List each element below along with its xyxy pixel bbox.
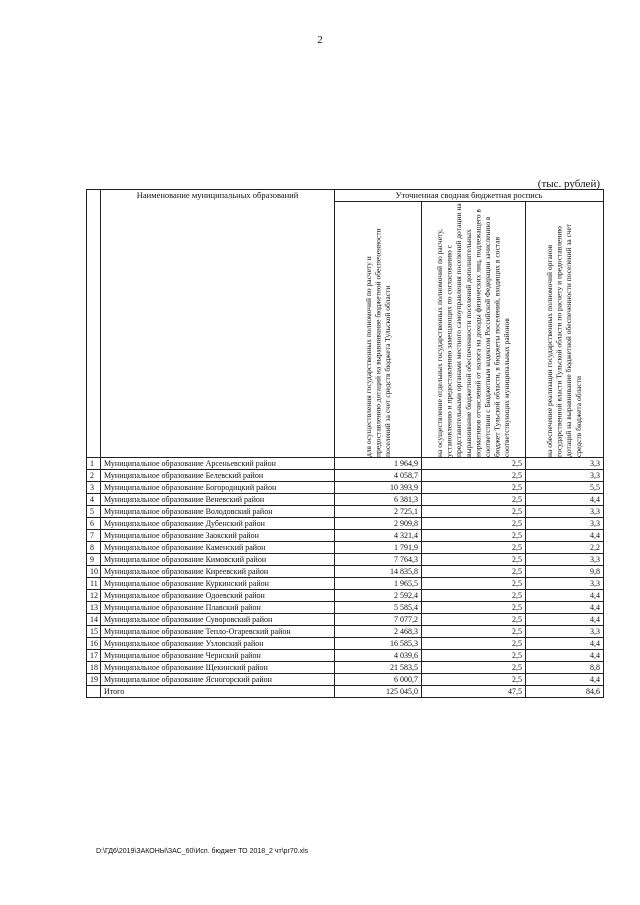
table-row xyxy=(87,650,604,662)
table-row xyxy=(87,614,604,626)
table-row xyxy=(87,566,604,578)
column-header-b-text: на осуществление отдельных государственных полномочий по расчету, установлению и предоставлению замещающих по согласованию с представительными органами местного самоуправления поселений дотации на выравнивание бюджетной обеспеченности поселений дополнительных нормативов отчислений от налога на доходы физических лиц, подлежащего в соответствии с Бюджетным кодексом Российской Федерации зачислению в бюджет Тульской области, в бюджеты поселений, входящих в состав соответствующих муниципальных районов xyxy=(435,203,512,457)
row-value-c: 2,2 xyxy=(526,542,604,554)
total-c: 84,6 xyxy=(526,686,604,698)
row-value-a: 4 058,7 xyxy=(335,470,422,482)
row-value-b: 2,5 xyxy=(422,494,526,506)
row-value-c: 9,8 xyxy=(526,566,604,578)
row-value-c: 4,4 xyxy=(526,614,604,626)
row-name: Муниципальное образование Заокский район xyxy=(101,530,335,542)
row-value-a: 2 468,3 xyxy=(335,626,422,638)
total-b: 47,5 xyxy=(422,686,526,698)
row-index: 11 xyxy=(87,578,101,590)
row-value-c: 4,4 xyxy=(526,590,604,602)
row-name: Муниципальное образование Узловский район xyxy=(101,638,335,650)
row-value-a: 7 764,3 xyxy=(335,554,422,566)
row-value-c: 3,3 xyxy=(526,470,604,482)
row-index: 15 xyxy=(87,626,101,638)
row-value-a: 2 909,8 xyxy=(335,518,422,530)
row-value-c: 3,3 xyxy=(526,518,604,530)
page-number: 2 xyxy=(317,34,323,46)
row-value-c: 5,5 xyxy=(526,482,604,494)
row-value-b: 2,5 xyxy=(422,638,526,650)
row-value-c: 3,3 xyxy=(526,626,604,638)
row-name: Муниципальное образование Дубенский район xyxy=(101,518,335,530)
table-row xyxy=(87,458,604,470)
row-value-b: 2,5 xyxy=(422,590,526,602)
table-row xyxy=(87,554,604,566)
row-index: 16 xyxy=(87,638,101,650)
row-index: 12 xyxy=(87,590,101,602)
row-value-b: 2,5 xyxy=(422,662,526,674)
table-row xyxy=(87,590,604,602)
row-name: Муниципальное образование Богородицкий район xyxy=(101,482,335,494)
row-value-b: 2,5 xyxy=(422,470,526,482)
row-value-a: 5 585,4 xyxy=(335,602,422,614)
row-index: 14 xyxy=(87,614,101,626)
row-index: 13 xyxy=(87,602,101,614)
row-value-a: 2 725,1 xyxy=(335,506,422,518)
row-name: Муниципальное образование Плавский район xyxy=(101,602,335,614)
row-value-b: 2,5 xyxy=(422,578,526,590)
row-name: Муниципальное образование Щекинский район xyxy=(101,662,335,674)
column-header-a-text: для осуществления государственных полномочий по расчету и предоставлению дотаций на выравнивание бюджетной обеспеченности поселений за счет средств бюджета Тульской области xyxy=(363,228,392,457)
row-value-b: 2,5 xyxy=(422,566,526,578)
row-value-b: 2,5 xyxy=(422,554,526,566)
row-name: Муниципальное образование Ясногорский район xyxy=(101,674,335,686)
table-row xyxy=(87,506,604,518)
row-value-b: 2,5 xyxy=(422,602,526,614)
row-value-c: 3,3 xyxy=(526,554,604,566)
group-header: Уточненная сводная бюджетная роспись xyxy=(335,190,604,202)
row-name: Муниципальное образование Одоевский район xyxy=(101,590,335,602)
row-name: Муниципальное образование Тепло-Огаревский район xyxy=(101,626,335,638)
row-value-b: 2,5 xyxy=(422,674,526,686)
row-value-b: 2,5 xyxy=(422,506,526,518)
row-name: Муниципальное образование Каменский район xyxy=(101,542,335,554)
row-value-a: 4 321,4 xyxy=(335,530,422,542)
table-row xyxy=(87,638,604,650)
row-index: 4 xyxy=(87,494,101,506)
table-row xyxy=(87,482,604,494)
row-value-b: 2,5 xyxy=(422,530,526,542)
row-name: Муниципальное образование Белевский район xyxy=(101,470,335,482)
table-row xyxy=(87,602,604,614)
table-row xyxy=(87,674,604,686)
row-name: Муниципальное образование Куркинский район xyxy=(101,578,335,590)
table-row xyxy=(87,662,604,674)
row-value-b: 2,5 xyxy=(422,650,526,662)
row-value-b: 2,5 xyxy=(422,518,526,530)
row-value-a: 1 791,9 xyxy=(335,542,422,554)
name-column-header: Наименование муниципальных образований xyxy=(101,190,335,458)
row-name: Муниципальное образование Суворовский район xyxy=(101,614,335,626)
row-value-a: 7 077,2 xyxy=(335,614,422,626)
table-row xyxy=(87,530,604,542)
row-value-a: 2 592,4 xyxy=(335,590,422,602)
total-a: 125 045,0 xyxy=(335,686,422,698)
column-header-b xyxy=(422,202,526,458)
budget-table xyxy=(86,189,604,698)
row-name: Муниципальное образование Киреевский район xyxy=(101,566,335,578)
row-index: 7 xyxy=(87,530,101,542)
row-value-a: 1 964,9 xyxy=(335,458,422,470)
row-value-c: 4,4 xyxy=(526,530,604,542)
row-index: 19 xyxy=(87,674,101,686)
row-value-c: 4,4 xyxy=(526,602,604,614)
row-value-c: 3,3 xyxy=(526,458,604,470)
row-value-b: 2,5 xyxy=(422,458,526,470)
row-name: Муниципальное образование Веневский район xyxy=(101,494,335,506)
row-value-a: 14 835,8 xyxy=(335,566,422,578)
row-index: 18 xyxy=(87,662,101,674)
row-value-a: 4 039,6 xyxy=(335,650,422,662)
row-value-a: 21 583,5 xyxy=(335,662,422,674)
row-value-c: 4,4 xyxy=(526,638,604,650)
row-index: 8 xyxy=(87,542,101,554)
table-row xyxy=(87,578,604,590)
row-index: 1 xyxy=(87,458,101,470)
row-value-a: 1 965,5 xyxy=(335,578,422,590)
row-value-c: 8,8 xyxy=(526,662,604,674)
index-header xyxy=(87,190,101,458)
row-value-a: 6 000,7 xyxy=(335,674,422,686)
row-value-a: 10 393,9 xyxy=(335,482,422,494)
row-value-b: 2,5 xyxy=(422,542,526,554)
row-value-c: 4,4 xyxy=(526,650,604,662)
table-row xyxy=(87,494,604,506)
row-index: 6 xyxy=(87,518,101,530)
column-header-c-text: на обеспечение реализации государственных полномочий органов государственной власти Тульской области по расчету и предоставлению дотаций на выравнивание бюджетной обеспеченности поселений за счет средств бюджета области xyxy=(545,223,584,457)
row-value-b: 2,5 xyxy=(422,626,526,638)
row-index: 2 xyxy=(87,470,101,482)
row-value-b: 2,5 xyxy=(422,614,526,626)
column-header-c xyxy=(526,202,604,458)
total-index xyxy=(87,686,101,698)
row-index: 9 xyxy=(87,554,101,566)
row-value-c: 3,3 xyxy=(526,506,604,518)
row-name: Муниципальное образование Чернский район xyxy=(101,650,335,662)
units-label: (тыс. рублей) xyxy=(537,178,600,190)
row-value-c: 3,3 xyxy=(526,578,604,590)
row-name: Муниципальное образование Арсеньевский район xyxy=(101,458,335,470)
row-value-b: 2,5 xyxy=(422,482,526,494)
footer-file-path: D:\ГД6\2019\ЗАКОНЫ\ЗАС_60\Исп. бюджет ТО 2018_2 чт\pr70.xls xyxy=(96,848,309,855)
row-index: 5 xyxy=(87,506,101,518)
table-row xyxy=(87,542,604,554)
column-header-a xyxy=(335,202,422,458)
row-value-a: 6 381,3 xyxy=(335,494,422,506)
row-name: Муниципальное образование Кимовский район xyxy=(101,554,335,566)
total-row xyxy=(87,686,604,698)
table-row xyxy=(87,518,604,530)
table-row xyxy=(87,470,604,482)
row-index: 17 xyxy=(87,650,101,662)
row-index: 10 xyxy=(87,566,101,578)
table-row xyxy=(87,626,604,638)
total-label: Итого xyxy=(101,686,335,698)
row-name: Муниципальное образование Володовский район xyxy=(101,506,335,518)
row-value-c: 4,4 xyxy=(526,494,604,506)
row-index: 3 xyxy=(87,482,101,494)
row-value-c: 4,4 xyxy=(526,674,604,686)
row-value-a: 16 585,3 xyxy=(335,638,422,650)
